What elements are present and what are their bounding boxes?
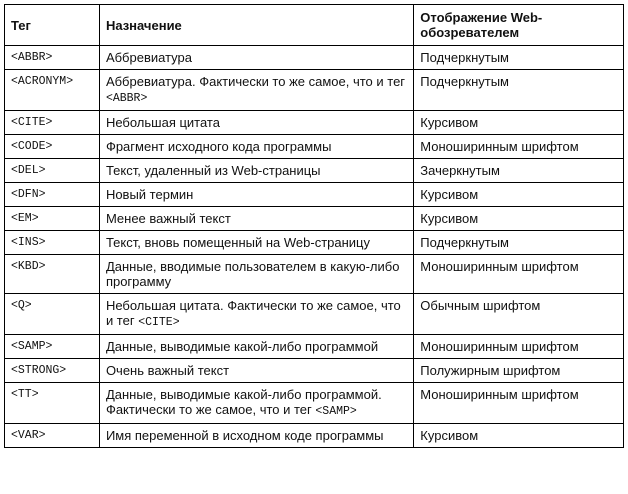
purpose-text: Небольшая цитата. Фактически то же самое, что и тег [105,298,401,328]
table-row [5,70,624,111]
display-cell: Курсивом [414,111,624,135]
purpose-text: Очень важный текст [105,363,230,378]
tag-cell: <VAR> [5,424,100,448]
tag-cell: <ACRONYM> [5,70,100,111]
table-row [5,255,624,294]
purpose-inline-tag: <CITE> [138,316,180,329]
display-cell: Зачеркнутым [414,159,624,183]
display-cell: Курсивом [414,424,624,448]
purpose-text: Текст, удаленный из Web-страницы [105,163,321,178]
purpose-cell [99,231,413,255]
purpose-text: Текст, вновь помещенный на Web-страницу [105,235,370,250]
purpose-cell [99,46,413,70]
table-row [5,111,624,135]
purpose-cell [99,383,413,424]
table-body [5,46,624,448]
purpose-text: Небольшая цитата [105,115,220,130]
purpose-cell [99,255,413,294]
display-cell: Курсивом [414,183,624,207]
display-cell: Подчеркнутым [414,231,624,255]
display-cell: Подчеркнутым [414,70,624,111]
tag-cell: <DFN> [5,183,100,207]
tag-cell: <INS> [5,231,100,255]
table-row [5,335,624,359]
display-cell: Курсивом [414,207,624,231]
purpose-text: Данные, вводимые пользователем в какую-либо программу [105,259,400,289]
purpose-cell [99,183,413,207]
header-tag: Тег [5,5,100,46]
display-cell: Обычным шрифтом [414,294,624,335]
table-row [5,383,624,424]
purpose-cell [99,111,413,135]
table-row [5,135,624,159]
header-row [5,5,624,46]
purpose-cell [99,359,413,383]
purpose-cell [99,70,413,111]
tag-cell: <CODE> [5,135,100,159]
tag-cell: <Q> [5,294,100,335]
header-display: Отображение Web-обозревателем [414,5,624,46]
purpose-text: Аббревиатура [105,50,192,65]
html-tags-table [4,4,624,448]
table-row [5,183,624,207]
purpose-cell [99,294,413,335]
display-cell: Моноширинным шрифтом [414,335,624,359]
table-header [5,5,624,46]
purpose-text: Менее важный текст [105,211,231,226]
purpose-cell [99,159,413,183]
purpose-cell [99,207,413,231]
table-row [5,46,624,70]
purpose-inline-tag: <SAMP> [315,405,357,418]
purpose-text: Данные, выводимые какой-либо программой [105,339,379,354]
table-row [5,359,624,383]
table-row [5,231,624,255]
purpose-text: Данные, выводимые какой-либо программой. Фактически то же самое, что и тег [105,387,382,417]
tag-cell: <SAMP> [5,335,100,359]
purpose-cell [99,135,413,159]
table-row [5,294,624,335]
table-row [5,159,624,183]
display-cell: Полужирным шрифтом [414,359,624,383]
display-cell: Моноширинным шрифтом [414,255,624,294]
document-page [4,4,624,448]
purpose-text: Имя переменной в исходном коде программы [105,428,384,443]
header-purpose: Назначение [99,5,413,46]
display-cell: Моноширинным шрифтом [414,383,624,424]
tag-cell: <EM> [5,207,100,231]
tag-cell: <ABBR> [5,46,100,70]
tag-cell: <CITE> [5,111,100,135]
table-row [5,207,624,231]
purpose-cell [99,424,413,448]
purpose-text: Аббревиатура. Фактически то же самое, что и тег [105,74,406,89]
purpose-text: Фрагмент исходного кода программы [105,139,332,154]
purpose-text: Новый термин [105,187,194,202]
table-row [5,424,624,448]
purpose-cell [99,335,413,359]
tag-cell: <KBD> [5,255,100,294]
display-cell: Моноширинным шрифтом [414,135,624,159]
tag-cell: <TT> [5,383,100,424]
purpose-inline-tag: <ABBR> [105,92,148,105]
tag-cell: <DEL> [5,159,100,183]
tag-cell: <STRONG> [5,359,100,383]
display-cell: Подчеркнутым [414,46,624,70]
